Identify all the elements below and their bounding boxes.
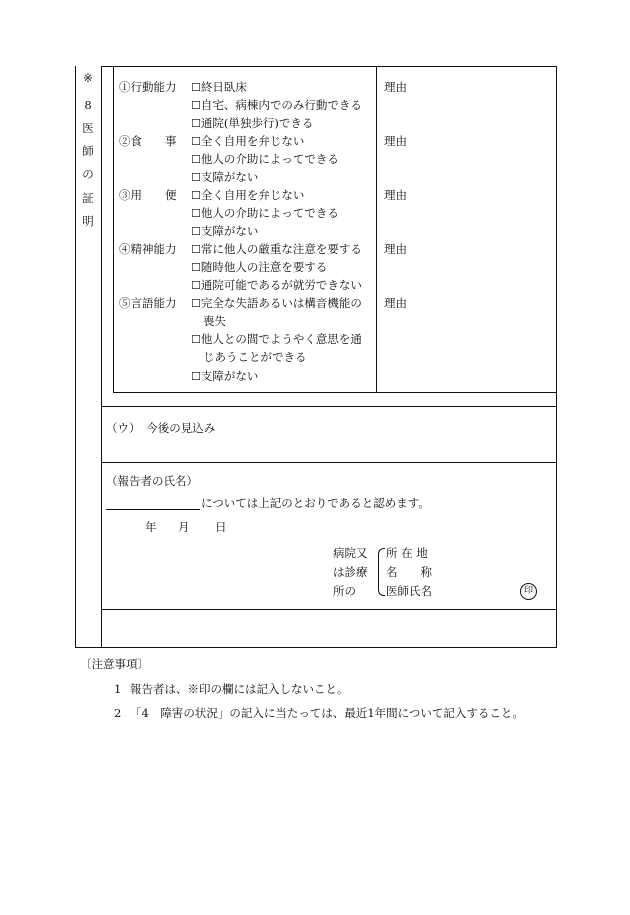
inner-box-left [113, 66, 114, 393]
reason-label: 理由 [384, 188, 407, 202]
frame-bottom [75, 647, 557, 648]
ability-option: ☐終日臥床 [191, 80, 247, 94]
reason-label: 理由 [384, 296, 407, 310]
checkbox[interactable]: ☐ [191, 207, 201, 220]
row-divider-3 [101, 609, 557, 610]
ability-option-continued: 喪失 [203, 314, 226, 328]
checkbox[interactable]: ☐ [191, 279, 201, 292]
row-divider-2 [101, 462, 557, 463]
checkbox[interactable]: ☐ [191, 243, 201, 256]
checkbox[interactable]: ☐ [191, 370, 201, 383]
reporter-label: （報告者の氏名） [106, 474, 198, 488]
ability-label: ②食 事 [119, 134, 177, 148]
ability-option: ☐自宅、病棟内でのみ行動できる [191, 98, 362, 112]
ability-option: ☐支障がない [191, 170, 259, 184]
date-year-label: 年 [145, 520, 157, 534]
ability-option: ☐常に他人の厳重な注意を要する [191, 242, 362, 256]
reason-label: 理由 [384, 134, 407, 148]
reason-divider [376, 66, 377, 393]
note-text: 報告者は、※印の欄には記入しないこと。 [130, 682, 349, 696]
checkbox[interactable]: ☐ [191, 135, 201, 148]
note-number: 2 [114, 706, 122, 720]
ability-option: ☐通院可能であるが就労できない [191, 278, 362, 292]
note-number: 1 [114, 682, 122, 696]
certification-text: については上記のとおりであると認めます。 [201, 496, 430, 510]
hospital-label: 病院又 [333, 546, 368, 560]
side-label-char: 明 [82, 214, 94, 228]
hospital-field-address: 所 在 地 [386, 546, 428, 560]
row-divider-1 [101, 406, 557, 407]
future-outlook-label: （ウ） 今後の見込み [106, 421, 216, 435]
ability-option: ☐支障がない [191, 224, 259, 238]
ability-label: ⑤言語能力 [119, 296, 177, 310]
reporter-name-blank[interactable] [106, 509, 200, 510]
ability-option: ☐他人の介助によってできる [191, 206, 339, 220]
side-label-char: 医 [82, 121, 94, 135]
checkbox[interactable]: ☐ [191, 117, 201, 130]
side-label-char: 証 [82, 191, 94, 205]
checkbox[interactable]: ☐ [191, 261, 201, 274]
hospital-field-doctor: 医師氏名 [386, 584, 432, 598]
ability-option: ☐他人の介助によってできる [191, 152, 339, 166]
ability-option: ☐全く自用を弁じない [191, 134, 305, 148]
date-month-label: 月 [178, 520, 190, 534]
ability-option: ☐支障がない [191, 369, 259, 383]
hospital-label: 所の [333, 584, 356, 598]
ability-label: ③用 便 [119, 188, 177, 202]
side-divider [101, 66, 102, 648]
date-day-label: 日 [215, 520, 227, 534]
checkbox[interactable]: ☐ [191, 333, 201, 346]
ability-option: ☐通院(単独歩行)できる [191, 116, 314, 130]
checkbox[interactable]: ☐ [191, 171, 201, 184]
ability-option: ☐随時他人の注意を要する [191, 260, 328, 274]
ability-label: ①行動能力 [119, 80, 177, 94]
checkbox[interactable]: ☐ [191, 189, 201, 202]
reason-label: 理由 [384, 80, 407, 94]
ability-option: ☐完全な失語あるいは構音機能の [191, 296, 362, 310]
hospital-field-name: 名 称 [386, 565, 432, 579]
hospital-bracket [378, 548, 385, 596]
checkbox[interactable]: ☐ [191, 297, 201, 310]
checkbox[interactable]: ☐ [191, 99, 201, 112]
notes-title: 〔注意事項〕 [80, 657, 149, 671]
side-label-char: の [82, 167, 94, 181]
side-label-char: 8 [84, 98, 92, 112]
frame-left [75, 66, 76, 648]
ability-option-continued: じあうことができる [203, 350, 307, 364]
ability-label: ④精神能力 [119, 242, 177, 256]
hospital-label: は診療 [333, 565, 368, 579]
checkbox[interactable]: ☐ [191, 153, 201, 166]
top-divider [101, 66, 557, 67]
frame-right [556, 66, 557, 648]
side-label-char: ※ [83, 71, 93, 85]
side-label-char: 師 [82, 144, 94, 158]
seal-icon: 印 [520, 583, 537, 600]
note-text: 「4 障害の状況」の記入に当たっては、最近1年間について記入すること。 [130, 706, 524, 720]
checkbox[interactable]: ☐ [191, 81, 201, 94]
checkbox[interactable]: ☐ [191, 225, 201, 238]
ability-option: ☐他人との間でようやく意思を通 [191, 332, 362, 346]
ability-option: ☐全く自用を弁じない [191, 188, 305, 202]
inner-box-bottom [113, 392, 556, 393]
reason-label: 理由 [384, 242, 407, 256]
